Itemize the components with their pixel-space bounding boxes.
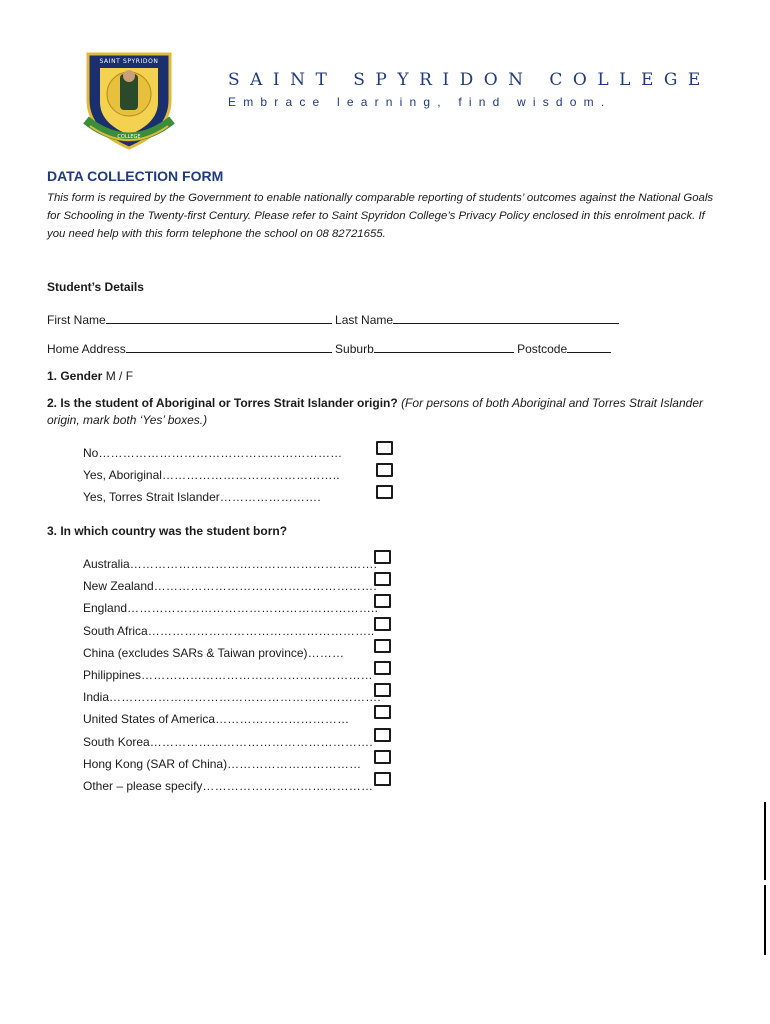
last-name-label: Last Name: [335, 313, 394, 327]
checkbox-south-korea[interactable]: [374, 728, 391, 742]
checkbox-yes-aboriginal[interactable]: [376, 463, 393, 477]
suburb-field[interactable]: [374, 341, 514, 353]
question-country-of-birth: [47, 523, 727, 540]
option-yes-aboriginal: Yes, Aboriginal……………………………………..: [83, 468, 340, 482]
home-address-field[interactable]: [126, 341, 332, 353]
form-title: DATA COLLECTION FORM: [47, 168, 224, 184]
postcode-field[interactable]: [567, 341, 611, 353]
checkbox-other[interactable]: [374, 772, 391, 786]
checkbox-south-africa[interactable]: [374, 617, 391, 631]
checkbox-no[interactable]: [376, 441, 393, 455]
checkbox-india[interactable]: [374, 683, 391, 697]
indigenous-origin-label: 2. Is the student of Aboriginal or Torres Strait Islander origin?: [47, 396, 398, 410]
college-crest-logo: [80, 50, 178, 150]
college-tagline: Embrace learning, find wisdom.: [228, 95, 612, 109]
option-south-africa: South Africa………………………………………………..: [83, 624, 375, 638]
home-address-label: Home Address: [47, 342, 126, 356]
checkbox-hong-kong[interactable]: [374, 750, 391, 764]
first-name-label: First Name: [47, 313, 106, 327]
checkbox-yes-torres-strait[interactable]: [376, 485, 393, 499]
suburb-label: Suburb: [335, 342, 374, 356]
name-row: [47, 312, 619, 327]
option-england: England……………………………………………………..: [83, 601, 379, 615]
gender-options[interactable]: M / F: [105, 369, 134, 383]
checkbox-china[interactable]: [374, 639, 391, 653]
indigenous-origin-note: (For persons of both Aboriginal and Torres Strait Islander origin, mark both ‘Yes’ boxes.): [47, 396, 703, 427]
country-of-birth-label: 3. In which country was the student born?: [47, 524, 288, 538]
option-other: Other – please specify……………………………………: [83, 779, 374, 793]
checkbox-australia[interactable]: [374, 550, 391, 564]
checkbox-new-zealand[interactable]: [374, 572, 391, 586]
option-philippines: Philippines…………………………………………………: [83, 668, 373, 682]
form-intro: This form is required by the Government to enable nationally comparable reporting of students’ outcomes against the National Goals for Schooling in the Twenty-first Century. Please refer to Saint Spyridon College’s Privacy Policy enclosed in this enrolment pack. If you need help with this form telephone the school on 08 82721655.: [47, 192, 714, 240]
checkbox-england[interactable]: [374, 594, 391, 608]
option-new-zealand: New Zealand……………………………………………….: [83, 579, 377, 593]
checkbox-philippines[interactable]: [374, 661, 391, 675]
option-australia: Australia…………………………………………………….: [83, 557, 378, 571]
page-edge-mark: [764, 885, 766, 955]
page-edge-mark: [764, 802, 766, 880]
option-yes-torres-strait: Yes, Torres Strait Islander…………………….: [83, 490, 321, 504]
option-south-korea: South Korea……………………………………………….: [83, 735, 373, 749]
option-india: India………………………………………………………….: [83, 690, 381, 704]
question-indigenous-origin: [47, 395, 727, 429]
college-name: SAINT SPYRIDON COLLEGE: [228, 70, 711, 90]
first-name-field[interactable]: [106, 312, 332, 324]
option-usa: United States of America……………………………: [83, 712, 350, 726]
postcode-label: Postcode: [517, 342, 568, 356]
checkbox-usa[interactable]: [374, 705, 391, 719]
option-china: China (excludes SARs & Taiwan province)………: [83, 646, 345, 660]
gender-label: 1. Gender: [47, 369, 103, 383]
question-gender: [47, 368, 727, 385]
crest-text-bottom: COLLEGE: [117, 134, 141, 140]
option-hong-kong: Hong Kong (SAR of China)……………………………: [83, 757, 362, 771]
address-row: [47, 341, 611, 356]
students-details-heading: Student’s Details: [47, 280, 144, 294]
last-name-field[interactable]: [393, 312, 619, 324]
option-no: No……………………………………………………: [83, 446, 343, 460]
crest-text-top: SAINT SPYRIDON: [99, 58, 159, 65]
